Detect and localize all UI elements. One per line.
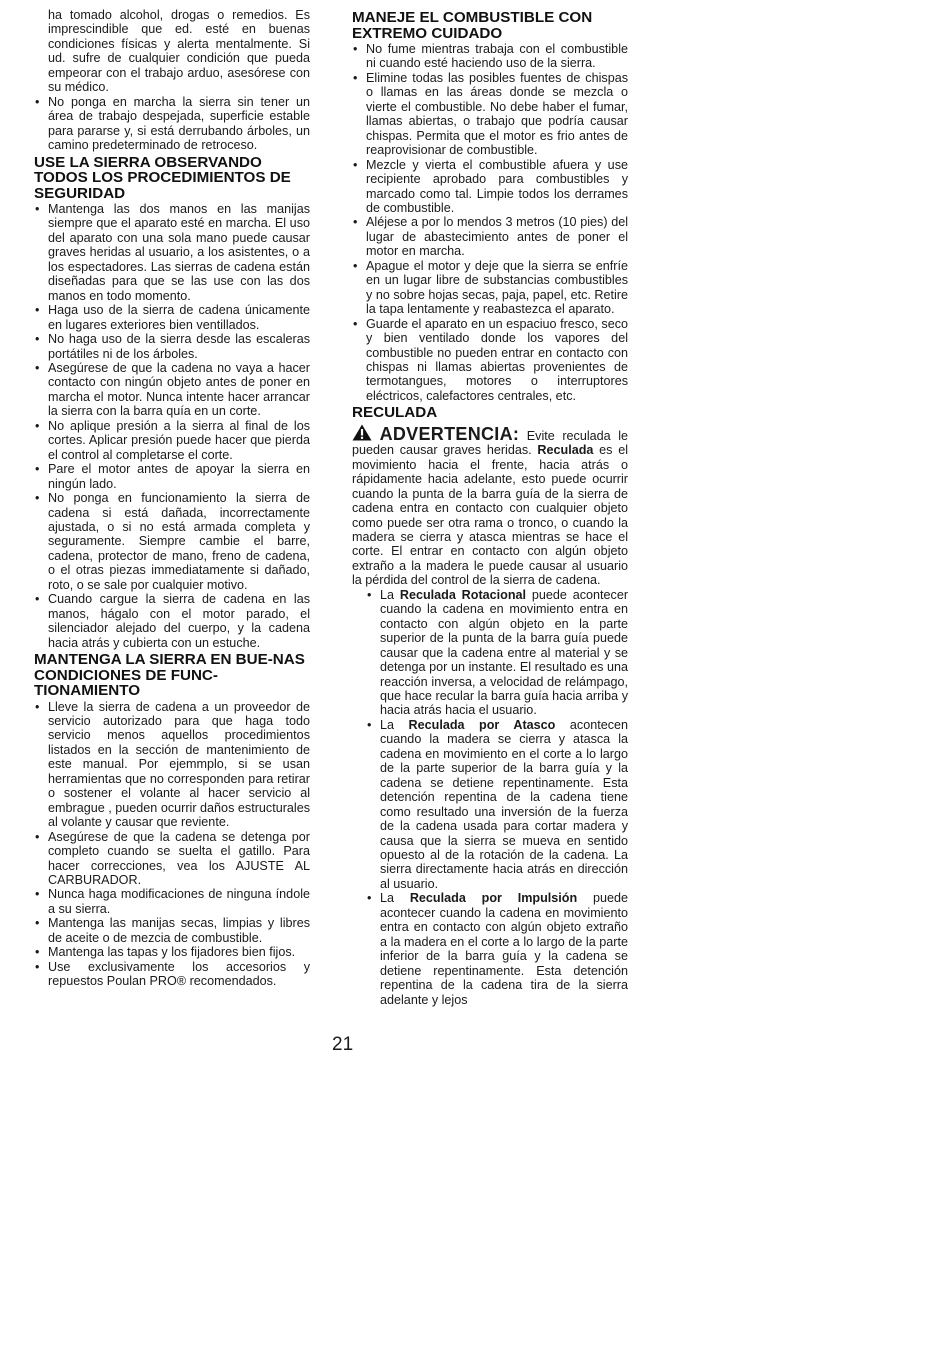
warning-triangle-icon (352, 424, 372, 441)
mantenimiento-bullet-list (34, 700, 310, 989)
page-number: 21 (332, 1034, 354, 1055)
bullet-icon: • (353, 258, 358, 273)
bullet-item: • Mezcle y vierta el combustible afuera y use recipiente aprobado para combustibles y marcado como tal. Limpie todos los derrames de combustible. (353, 157, 628, 215)
bullet-icon: • (367, 891, 372, 906)
bullet-icon: • (353, 70, 358, 85)
warning-term: Reculada (537, 443, 594, 458)
bullet-icon: • (353, 157, 358, 172)
kickback-term: Reculada Rotacional (399, 587, 527, 602)
bullet-icon: • (35, 303, 40, 318)
bullet-icon: • (367, 587, 372, 602)
bullet-icon: • (35, 332, 40, 347)
right-column (352, 8, 628, 1007)
warning-label: ADVERTENCIA: (379, 423, 520, 444)
bullet-icon: • (35, 462, 40, 477)
bullet-item: • No ponga en marcha la sierra sin tener un área de trabajo despejada, superficie estable para pararse y, si está derrubando árboles, un camino predeterminado de retroceso. (35, 94, 310, 153)
kickback-term: Reculada por Impulsión (409, 891, 578, 906)
intro-bullet-list (34, 95, 310, 153)
bullet-item: • Aléjese a por lo mendos 3 metros (10 pies) del lugar de abastecimiento antes de poner el motor en marcha. (353, 215, 628, 259)
bullet-item: • No fume mientras trabaja con el combustible ni cuando esté haciendo uso de la sierra. (353, 42, 628, 71)
bullet-icon: • (35, 916, 40, 931)
bullet-icon: • (35, 945, 40, 960)
section-heading-seguridad: USE LA SIERRA OBSERVANDO TODOS LOS PROCEDIMIENTOS DE SEGURIDAD (34, 153, 291, 202)
bullet-item: • Lleve la sierra de cadena a un proveedor de servicio autorizado para que haga todo servicio menos aquellos procedimientos listados en la sección de mantenimiento de este manual. Por ejemmplo, si se usan herramientas que no corresponden para retirar o sostener el volante al hacer servicio al embrague , pueden ocurrir daños estructurales al volante y causar que reviente. (35, 699, 310, 830)
bullet-item: • Elimine todas las posibles fuentes de chispas o llamas en las áreas donde se mezcla o vierte el combustible. No debe haber el fumar, llamas abiertas, o trabajo que podría causar chispas. Permita que el motor es frio antes de reaprovisionar de combustible. (353, 70, 628, 158)
kickback-term: Reculada por Atasco (408, 717, 556, 732)
bullet-icon: • (35, 592, 40, 607)
section-heading-combustible: MANEJE EL COMBUSTIBLE CON EXTREMO CUIDADO (352, 9, 593, 42)
bullet-item: • Pare el motor antes de apoyar la sierra en ningún lado. (35, 462, 310, 491)
bullet-item: • Asegúrese de que la cadena se detenga por completo cuando se suelta el gatillo. Para hacer correcciones, vea los AJUSTE AL CARBURADOR. (35, 829, 310, 888)
bullet-icon: • (35, 418, 40, 433)
bullet-icon: • (35, 699, 40, 714)
bullet-item: • Mantenga las tapas y los fijadores bien fijos. (35, 945, 296, 960)
bullet-item: • No ponga en funcionamiento la sierra de cadena si está dañada, incorrectamente ajustada, o si no está armada completa y seguramente. Siempre cambie el barre, cadena, protector de mano, freno de cadena, o el otras piezas immediatamente si dañado, roto, o se sale por cualquier motivo. (35, 491, 310, 592)
bullet-icon: • (353, 42, 358, 56)
bullet-icon: • (35, 361, 40, 376)
bullet-item: • Cuando cargue la sierra de cadena en las manos, hágalo con el motor parado, el silenciador alejado del cuerpo, y la cadena hacia atrás y cubierta con un estuche. (35, 592, 310, 650)
warning-definition: es el movimiento hacia el frente, hacia atrás o rápidamente hacia adelante, esto puede ocurrir cuando la punta de la barra guía de la sierra de cadena entra en contacto con cualquier objeto como puede ser otra rama o tronco, o cuando la madera se cierra y atasca mientras se hace el corte. El entrar en contacto con algún objeto extraño a la madera le puede causar al usuario la pérdida del control de la sierra de cadena. (352, 443, 629, 588)
bullet-icon: • (35, 959, 40, 974)
bullet-icon: • (367, 717, 372, 732)
bullet-item: • Guarde el aparato en un espaciuo fresco, seco y bien ventilado donde los vapores del combustible no pueden entrar en contacto con chispas ni llamas abiertas provenientes de termotangues, motores o interruptores eléctricos, calefactores centrales, etc. (353, 316, 628, 403)
bullet-item: • Mantenga las manijas secas, limpias y libres de aceite o de mezcia de combustible. (35, 916, 310, 945)
section-heading-mantenimiento: MANTENGA LA SIERRA EN BUE-NAS CONDICIONES DE FUNC-TIONAMIENTO (34, 651, 305, 700)
bullet-item: • Nunca haga modificaciones de ninguna índole a su sierra. (35, 887, 310, 916)
bullet-icon: • (35, 202, 40, 217)
bullet-item: • No aplique presión a la sierra al final de los cortes. Aplicar presión puede hacer que pierda el control al completarse el corte. (35, 418, 310, 462)
bullet-item: • Haga uso de la sierra de cadena únicamente en lugares exteriores bien ventillados. (35, 303, 310, 332)
bullet-item: • No haga uso de la sierra desde las escaleras portátiles ni de los árboles. (35, 332, 310, 361)
bullet-icon: • (353, 215, 358, 230)
reculada-bullet-list (366, 588, 628, 1007)
bullet-icon: • (353, 316, 358, 331)
bullet-item: • Asegúrese de que la cadena no vaya a hacer contacto con ningún objeto antes de poner en marcha el motor. Nunca intente hacer arrancar la sierra con la barra quía en un corte. (35, 361, 310, 419)
intro-paragraph: ha tomado alcohol, drogas o remedios. Es imprescindible que ed. esté en buenas condiciones físicas y alerta mentalmente. Si ud. sufre de cualquier condición que pueda empeorar con el trabajo arduo, asesórese con su médico. (48, 8, 310, 95)
section-heading-reculada: RECULADA (352, 404, 438, 422)
bullet-icon: • (35, 491, 40, 506)
bullet-icon: • (35, 829, 40, 844)
warning-text: Evite reculada le pueden causar graves heridas. (352, 428, 629, 458)
bullet-item: • La Reculada Rotacional puede acontecer cuando la cadena en movimiento entra en contacto con algún objeto en la parte superior de la punta de la barra guía puede causar que la cadena entre al material y se detenga por un instante. El resultado es una reacción inversa, a velocidad de relámpago, que hace recular la barra guía hacia arriba y hacia atrás hacia el usuario. (367, 587, 629, 718)
bullet-item: • La Reculada por Atasco acontecen cuando la madera se cierra y atasca la cadena en movimiento en el corte a lo largo de la parte superior de la barra guía y la cadena se detiene repentinamente. Esta detención repentina de la cadena tiene como resultado una inversión de la fuerza de la cadena usada para cortar madera y causa que la sierra se mueva en sentido opuesto al de la rotación de la cadena. La sierra directamente hacia atrás en dirección al usuario. (367, 717, 629, 891)
bullet-item: • La Reculada por Impulsión puede acontecer cuando la cadena en movimiento entra en contacto con algún objeto extraño a la madera en el corte a lo largo de la parte inferior de la barra guía y la cadena se detiene repentinamente. Esta detención repentina de la cadena tira de la sierra adelante y lejos (367, 891, 629, 1007)
bullet-item: • Apague el motor y deje que la sierra se enfríe en un lugar libre de substancias combustibles y no sobre hojas secas, paja, papel, etc. Retire la tapa lentamente y reabastezca el aparato. (353, 258, 628, 317)
left-column (34, 8, 310, 989)
bullet-icon: • (35, 94, 40, 109)
bullet-icon: • (35, 887, 40, 902)
seguridad-bullet-list (34, 202, 310, 650)
combustible-bullet-list (352, 42, 628, 403)
warning-paragraph (352, 424, 628, 588)
bullet-item: • Mantenga las dos manos en las manijas siempre que el aparato esté en marcha. El uso del aparato con una sola mano puede causar graves heridas al usuario, a los asistentes, o a los espectadores. Las sierras de cadena están diseñadas para que se las use con las dos manos en todo momento. (35, 202, 310, 303)
bullet-item: • Use exclusivamente los accesorios y repuestos Poulan PRO® recomendados. (35, 959, 310, 989)
